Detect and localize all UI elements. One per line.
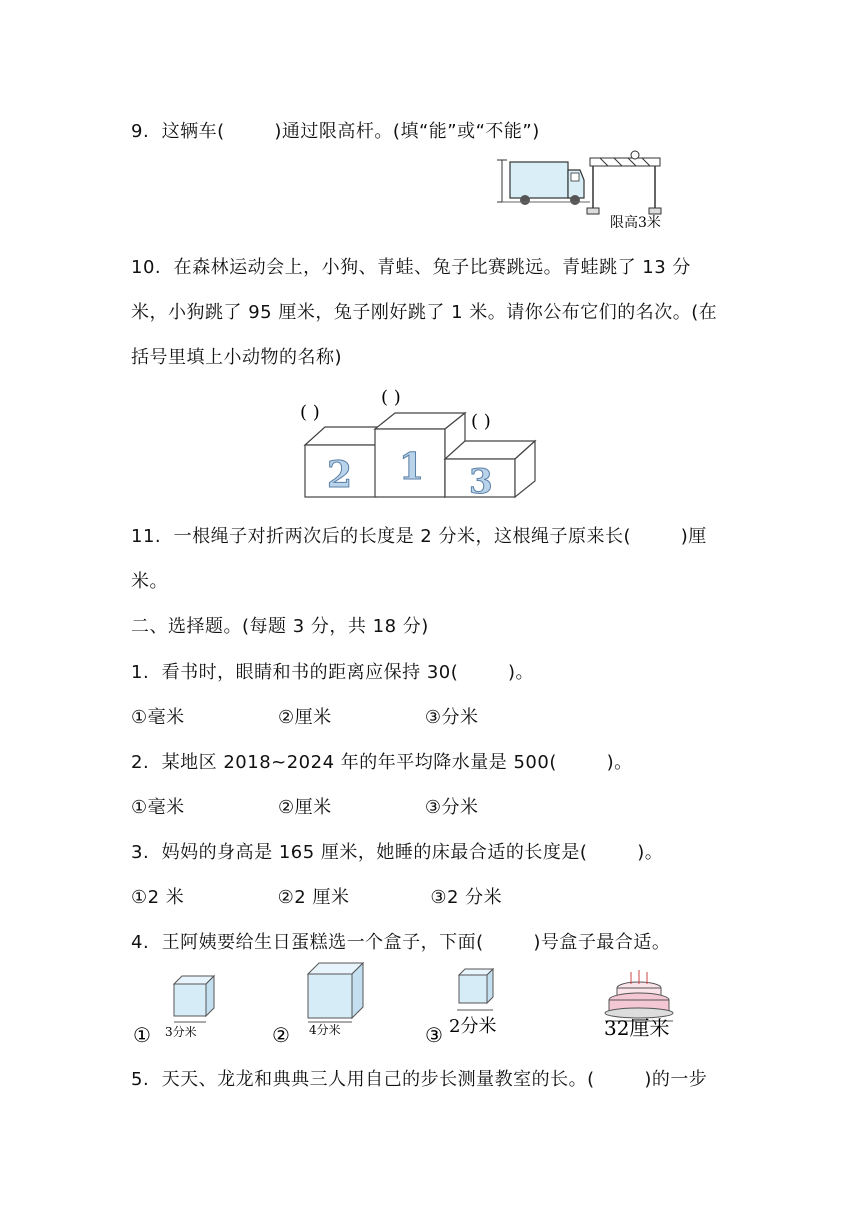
box2-mark: ② — [272, 1023, 290, 1047]
c2-options: ①毫米 ②厘米 ③分米 — [131, 797, 479, 818]
podium-number-2: 2 — [327, 454, 353, 496]
cake-label: 32厘米 — [604, 1016, 670, 1040]
q10-line3: 括号里填上小动物的名称) — [131, 347, 343, 368]
limit-label: 限高3米 — [610, 215, 661, 231]
c1-options: ①毫米 ②厘米 ③分米 — [131, 707, 479, 728]
podium-number-3: 3 — [469, 462, 493, 501]
c3-question: 3. 妈妈的身高是 165 厘米，她睡的床最合适的长度是( )。 — [131, 842, 664, 863]
box1-label: 3分米 — [165, 1025, 197, 1039]
c1-question: 1. 看书时，眼睛和书的距离应保持 30( )。 — [131, 662, 535, 683]
podium-right-blank: ( ) — [471, 411, 491, 432]
c4-question: 4. 王阿姨要给生日蛋糕选一个盒子，下面( )号盒子最合适。 — [131, 932, 671, 953]
box3-cube — [457, 969, 493, 1010]
q9-text: 9. 这辆车( )通过限高杆。(填“能”或“不能”) — [131, 121, 540, 142]
box2-label: 4分米 — [309, 1023, 341, 1037]
box2-cube — [308, 963, 363, 1022]
podium-figure — [295, 383, 565, 501]
q11-line2: 米。 — [131, 571, 168, 592]
podium-left-blank: ( ) — [300, 402, 320, 423]
truck-height-limit-figure — [480, 150, 710, 232]
podium-mid-blank: ( ) — [381, 387, 401, 408]
c5-line1: 5. 天天、龙龙和典典三人用自己的步长测量教室的长。( )的一步 — [131, 1069, 708, 1090]
section2-title: 二、选择题。(每题 3 分，共 18 分) — [131, 616, 429, 637]
q10-line2: 米，小狗跳了 95 厘米，兔子刚好跳了 1 米。请你公布它们的名次。(在 — [131, 302, 718, 323]
boxes-and-cake-figure — [131, 958, 701, 1050]
c2-question: 2. 某地区 2018~2024 年的年平均降水量是 500( )。 — [131, 752, 633, 773]
q10-line1: 10. 在森林运动会上，小狗、青蛙、兔子比赛跳远。青蛙跳了 13 分 — [131, 257, 691, 278]
birthday-cake-icon — [605, 970, 673, 1021]
podium-number-1: 1 — [399, 446, 425, 488]
box1-cube — [174, 976, 214, 1022]
box3-label: 2分米 — [449, 1016, 497, 1037]
box1-mark: ① — [133, 1023, 151, 1047]
q11-line1: 11. 一根绳子对折两次后的长度是 2 分米，这根绳子原来长( )厘 — [131, 526, 707, 547]
box3-mark: ③ — [425, 1023, 443, 1047]
c3-options: ①2 米 ②2 厘米 ③2 分米 — [131, 887, 503, 908]
